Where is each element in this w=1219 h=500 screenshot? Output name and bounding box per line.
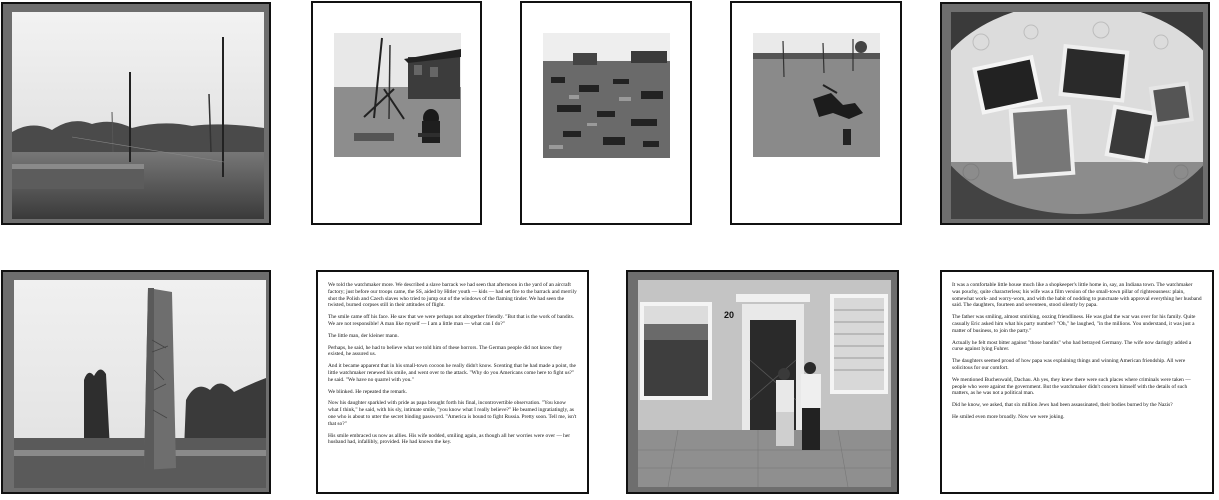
paragraph: His smile embraced us now as allies. His wife nodded, smiling again, as though all her worries were over — her husband had, infallibly, provided. He had known the key. bbox=[328, 432, 571, 446]
paragraph: Now his daughter sparkled with pride as papa brought forth his final, incontrovertible observation. "You know what I think," he said, with his sly, intimate smile, "you know what I really believe?" He beamed ingratiatingly, as one who is about to utter the secret binding password. "America is bound to fight Russia. Pretty soon. Tell me, isn't that so?" bbox=[328, 400, 577, 427]
ruined-ground-photo bbox=[543, 33, 670, 158]
photo-frame-memorial-pillar[interactable] bbox=[1, 270, 271, 494]
paragraph: The smile came off his face. He saw that we were perhaps not altogether friendly. "But that is the work of bandits. We are not responsible! A man like myself — I am a little man — what can I do?" bbox=[328, 314, 575, 327]
old-photographs-photo bbox=[951, 12, 1203, 219]
text-page-watchmaker-right[interactable] bbox=[940, 270, 1214, 494]
paragraph: We mentioned Buchenwald, Dachau. Ah yes, they knew there were such places where criminals were taken — people who were against the government. But the watchmaker didn't concern himself with the details of such matters, as he was not a political man. bbox=[952, 376, 1191, 397]
photo-frame-barrack-man[interactable] bbox=[311, 1, 482, 225]
paragraph: Did he know, we asked, that six million Jews had been assassinated, their bodies burned by the Nazis? bbox=[952, 402, 1173, 409]
paragraph: The little man, der kleiner mann. bbox=[328, 332, 399, 339]
paragraph: It was a comfortable little house much like a shopkeeper's little home in, say, an Indiana town. The watchmaker was pouchy, quite characterless; his wife was a film version of the small-town pillar of righteousness: plain, somewhat work- and worry-worn, and with the habit of nodding to punctuate with approval everything her husband said. The daughters, fourteen and seventeen, stood silently by papa. bbox=[952, 282, 1202, 309]
photo-frame-ruined-ground[interactable] bbox=[520, 1, 692, 225]
barrack-man-photo bbox=[334, 33, 461, 157]
photo-frame-couple-house[interactable] bbox=[626, 270, 899, 494]
text-page-watchmaker-left[interactable] bbox=[316, 270, 589, 494]
photo-frame-wreckage-field[interactable] bbox=[730, 1, 902, 225]
photo-frame-old-photographs[interactable] bbox=[940, 2, 1210, 225]
paragraph: And it became apparent that in his small-town cocoon he really didn't know. Scenting that he had made a point, the little watchmaker renewed his smile, and went over to the attack. "Why do you Americans come here to fight us?" he said. "We have no quarrel with you." bbox=[328, 363, 576, 383]
paragraph: We blinked. He repeated the remark. bbox=[328, 388, 408, 395]
paragraph: Actually he felt most bitter against "those bandits" who had betrayed Germany. The wife now daringly added a curse against lying Fuhrer. bbox=[952, 339, 1192, 353]
photo-frame-field-poles[interactable] bbox=[1, 2, 271, 225]
field-poles-photo bbox=[12, 12, 264, 219]
wreckage-field-photo bbox=[753, 33, 880, 157]
house-number-label: 20 bbox=[724, 310, 735, 320]
text-page-right-body bbox=[952, 282, 1202, 484]
paragraph: Perhaps, he said, he had to believe what we told him of these horrors. The German people did not know they existed, he assured us. bbox=[328, 344, 563, 358]
paragraph: We told the watchmaker more. We described a slave barrack we had seen that afternoon in the yard of an aircraft factory; just before our troops came, the SS, aided by Hitler youth — kids — had set fire to the barrack and merrily shot the Polish and Czech slaves who tried to jump out of the windows of the flaming tinder. We had seen the twisted, burned corpses still in their attitudes of flight. bbox=[328, 282, 577, 309]
couple-house-photo bbox=[638, 280, 891, 487]
memorial-pillar-photo bbox=[14, 280, 266, 488]
paragraph: He smiled even more broadly. Now we were joking. bbox=[952, 413, 1065, 420]
text-page-left-body bbox=[328, 282, 577, 484]
paragraph: The daughters seemed proud of how papa was explaining things and winning American friendship. All were solicitous for our comfort. bbox=[952, 358, 1186, 371]
paragraph: The father was smiling, almost smirking, oozing friendliness. He was glad the war was over for his family. Quite casually Eric asked him what his party number? "Oh," he laughed, "in the millions. You understand, it was just a matter of business, to join the party." bbox=[952, 314, 1196, 334]
